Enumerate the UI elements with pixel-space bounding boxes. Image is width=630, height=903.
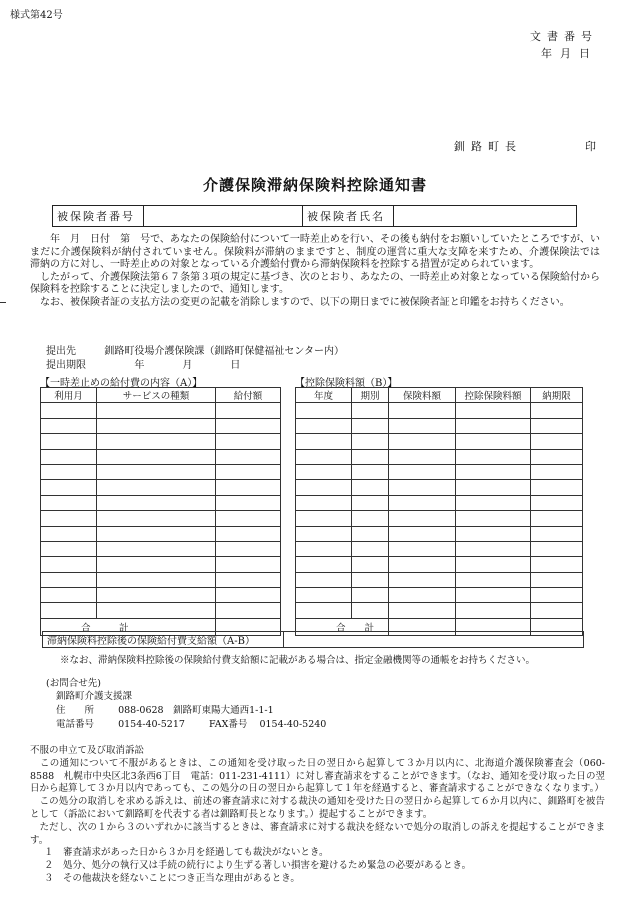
appeal-item-1: １ 審査請求があった日から３か月を経過しても裁決がないとき。 — [44, 847, 329, 859]
table-a-cell[interactable] — [97, 464, 216, 479]
table-a-row — [41, 480, 281, 495]
table-b-cell[interactable] — [389, 449, 456, 464]
table-a-row — [41, 511, 281, 526]
table-a-cell[interactable] — [41, 511, 97, 526]
payment-amount-field[interactable] — [284, 632, 584, 648]
contact-address — [56, 702, 274, 716]
payment-note: ※なお、滞納保険料控除後の保険給付費支給額に記載がある場合は、指定金融機関等の通帳をお持ちください。 — [60, 655, 536, 666]
table-a-total-label: 合 計 — [41, 618, 216, 635]
contact-fax-label: FAX番号 — [209, 719, 248, 730]
appeal-item-3: ３ その他裁決を経ないことにつき正当な理由があるとき。 — [44, 872, 300, 884]
table-a-cell[interactable] — [97, 526, 216, 541]
table-b-cell[interactable] — [389, 495, 456, 510]
contact-department: 釧路町介護支援課 — [56, 691, 133, 702]
table-b-cell[interactable] — [531, 449, 583, 464]
table-b-cell[interactable] — [531, 434, 583, 449]
table-a-cell[interactable] — [41, 403, 97, 418]
table-a-row — [41, 403, 281, 418]
table-b-cell[interactable] — [296, 541, 352, 556]
table-b-cell[interactable] — [296, 511, 352, 526]
table-a-cell[interactable] — [216, 418, 281, 433]
table-b-cell[interactable] — [531, 464, 583, 479]
submission-place-label: 提出先 — [46, 346, 76, 357]
table-b-row — [296, 572, 583, 587]
table-a-row — [41, 434, 281, 449]
insured-name-field[interactable] — [394, 206, 577, 227]
table-b-cell[interactable] — [296, 572, 352, 587]
contact-fax-value: 0154-40-5240 — [259, 719, 327, 730]
table-b-total-label: 合 計 — [296, 618, 389, 635]
submission-deadline-label: 提出期限 — [46, 360, 86, 371]
table-a-cell[interactable] — [216, 403, 281, 418]
table-b-cell[interactable] — [389, 541, 456, 556]
table-a-row — [41, 557, 281, 572]
table-b-cell[interactable] — [352, 557, 389, 572]
table-a-cell[interactable] — [216, 572, 281, 587]
table-b-cell[interactable] — [389, 526, 456, 541]
submission-place-value: 釧路町役場介護保険課（釧路町保健福祉センター内） — [104, 346, 344, 357]
table-a-cell[interactable] — [41, 526, 97, 541]
table-b-cell[interactable] — [456, 434, 531, 449]
table-a-cell[interactable] — [97, 572, 216, 587]
table-a-row — [41, 572, 281, 587]
table-a-cell[interactable] — [216, 495, 281, 510]
contact-address-value: 088-0628 釧路町東陽大通西1-1-1 — [118, 705, 274, 716]
table-a-cell[interactable] — [97, 403, 216, 418]
table-b-cell[interactable] — [531, 541, 583, 556]
table-a-cell[interactable] — [216, 511, 281, 526]
table-a-header-cell: サービスの種類 — [97, 388, 216, 403]
table-b-cell[interactable] — [296, 480, 352, 495]
table-a-cell[interactable] — [216, 449, 281, 464]
table-b-cell[interactable] — [352, 572, 389, 587]
body-paragraph-1: 年 月 日付 第 号で、あなたの保険給付について一時差止めを行い、その後も納付をお願いしていたところですが、いまだに介護保険料が納付されていません。保険料が滞納のままですと、制度の運営に重大な支障を来すため、介護保険法では滞納の方に対し、一時差止めの対象となっている介護給付費から滞納保険料を控除する措置が定められています。 — [30, 234, 600, 271]
table-b-cell[interactable] — [296, 464, 352, 479]
table-b-row — [296, 480, 583, 495]
table-a-cell[interactable] — [216, 464, 281, 479]
table-b-cell[interactable] — [296, 603, 352, 618]
contact-address-label: 住 所 — [56, 705, 95, 716]
table-b-row — [296, 511, 583, 526]
table-a-row — [41, 495, 281, 510]
table-b-cell[interactable] — [352, 403, 389, 418]
table-a-row — [41, 449, 281, 464]
table-a-cell[interactable] — [97, 480, 216, 495]
table-b-cell[interactable] — [531, 603, 583, 618]
insured-name-label: 被保険者氏名 — [303, 206, 394, 227]
table-a-title: 【一時差止めの給付費の内容（A）】 — [40, 378, 203, 389]
appeal-paragraph-3: ただし、次の１から３のいずれかに該当するときは、審査請求に対する裁決を経ないで処分の取消しの訴えを提起することができます。 — [30, 821, 605, 846]
table-b-header-cell: 期別 — [352, 388, 389, 403]
table-a-cell[interactable] — [97, 603, 216, 618]
table-b-cell[interactable] — [352, 449, 389, 464]
table-b-cell[interactable] — [456, 572, 531, 587]
table-b-row — [296, 603, 583, 618]
submission-place — [46, 342, 344, 357]
table-b-cell[interactable] — [456, 449, 531, 464]
table-a-cell[interactable] — [97, 434, 216, 449]
table-b-cell[interactable] — [389, 480, 456, 495]
table-b-row — [296, 588, 583, 603]
submission-deadline-value: 年 月 日 — [134, 360, 255, 371]
table-a-cell[interactable] — [97, 588, 216, 603]
document-date: 年月日 — [541, 47, 598, 60]
table-b-cell[interactable] — [296, 495, 352, 510]
table-b-cell[interactable] — [531, 526, 583, 541]
table-b-cell[interactable] — [352, 480, 389, 495]
body-paragraph-2: したがって、介護保険法第６７条第３項の規定に基づき、次のとおり、あなたの、一時差止め対象となっている保険給付から保険料を控除することに決定しましたので、通知します。 — [30, 271, 600, 296]
seal-mark: 印 — [585, 140, 596, 153]
table-b-cell[interactable] — [296, 418, 352, 433]
contact-phone — [56, 716, 326, 730]
table-a-cell[interactable] — [216, 557, 281, 572]
appeal-heading: 不服の申立て及び取消訴訟 — [30, 745, 145, 756]
table-b-cell[interactable] — [389, 418, 456, 433]
table-b-cell[interactable] — [352, 603, 389, 618]
table-b-cell[interactable] — [531, 557, 583, 572]
table-b-cell[interactable] — [352, 434, 389, 449]
table-b-title: 【控除保険料額（B）】 — [295, 378, 398, 389]
table-b-cell[interactable] — [296, 449, 352, 464]
table-a-cell[interactable] — [41, 449, 97, 464]
table-a-cell[interactable] — [216, 526, 281, 541]
table-b-cell[interactable] — [456, 603, 531, 618]
table-b-cell[interactable] — [389, 434, 456, 449]
table-a-row — [41, 418, 281, 433]
table-b-cell[interactable] — [456, 588, 531, 603]
table-a — [40, 387, 281, 636]
table-b-row — [296, 526, 583, 541]
table-b-cell[interactable] — [531, 418, 583, 433]
table-b-cell[interactable] — [531, 511, 583, 526]
insured-info-table — [52, 205, 577, 227]
table-a-cell[interactable] — [41, 495, 97, 510]
table-a-cell[interactable] — [97, 541, 216, 556]
table-b-row — [296, 403, 583, 418]
table-b-cell[interactable] — [389, 588, 456, 603]
table-b-row — [296, 541, 583, 556]
table-b-cell[interactable] — [531, 403, 583, 418]
contact-heading: (お問合せ先) — [46, 678, 101, 689]
table-a-cell[interactable] — [216, 480, 281, 495]
insured-number-field[interactable] — [144, 206, 303, 227]
table-a-cell[interactable] — [97, 511, 216, 526]
contact-phone-value: 0154-40-5217 — [118, 719, 185, 730]
table-b-cell[interactable] — [456, 495, 531, 510]
table-b — [295, 387, 583, 636]
table-a-cell[interactable] — [41, 464, 97, 479]
table-a-cell[interactable] — [41, 572, 97, 587]
table-a-row — [41, 541, 281, 556]
table-a-header-cell: 給付額 — [216, 388, 281, 403]
table-b-cell[interactable] — [456, 541, 531, 556]
table-b-cell[interactable] — [389, 511, 456, 526]
appeal-item-2: ２ 処分、処分の執行又は手続の続行により生ずる著しい損害を避けるため緊急の必要があるとき。 — [44, 860, 472, 872]
table-b-cell[interactable] — [352, 418, 389, 433]
table-b-cell[interactable] — [352, 495, 389, 510]
table-a-cell[interactable] — [41, 603, 97, 618]
table-b-cell[interactable] — [456, 557, 531, 572]
margin-mark — [0, 302, 6, 303]
table-b-cell[interactable] — [296, 588, 352, 603]
table-a-cell[interactable] — [41, 480, 97, 495]
table-b-row — [296, 434, 583, 449]
notice-body — [30, 234, 600, 310]
table-b-header-cell: 年度 — [296, 388, 352, 403]
table-b-header-cell: 納期限 — [531, 388, 583, 403]
table-b-cell[interactable] — [296, 526, 352, 541]
table-b-row — [296, 464, 583, 479]
table-b-cell[interactable] — [456, 480, 531, 495]
table-a-cell[interactable] — [41, 541, 97, 556]
table-a-row — [41, 603, 281, 618]
table-a-cell[interactable] — [97, 495, 216, 510]
table-a-cell[interactable] — [97, 418, 216, 433]
table-b-cell[interactable] — [352, 541, 389, 556]
mayor-title: 釧路町長 — [454, 140, 522, 153]
table-b-header — [296, 388, 583, 403]
table-a-cell[interactable] — [216, 588, 281, 603]
table-b-cell[interactable] — [352, 511, 389, 526]
document-number: 文書番号 — [530, 30, 598, 43]
table-a-cell[interactable] — [216, 541, 281, 556]
table-b-cell[interactable] — [352, 526, 389, 541]
table-b-cell[interactable] — [352, 464, 389, 479]
appeal-paragraph-1: この通知について不服があるときは、この通知を受け取った日の翌日から起算して３か月以内に、北海道介護保険審査会（060-8588 札幌市中央区北3条西6丁目 電話：011-231-4111）に対し審査請求をすることができます。（なお、通知を受け取った日の翌日から起算して３か月以内であっても、この処分の日の翌日から起算して１年を経過すると、審査請求することができなくなります。） — [30, 757, 605, 795]
table-b-cell[interactable] — [296, 434, 352, 449]
payment-amount-label: 滞納保険料控除後の保険給付費支給額（A-B） — [43, 632, 284, 648]
table-b-row — [296, 449, 583, 464]
body-paragraph-3: なお、被保険者証の支払方法の変更の記載を消除しますので、以下の期日までに被保険者証と印鑑をお持ちください。 — [30, 296, 570, 308]
appeal-paragraph-2: この処分の取消しを求める訴えは、前述の審査請求に対する裁決の通知を受けた日の翌日から起算して６か月以内に、釧路町を被告として（訴訟において釧路町を代表する者は釧路町長となります。）提起することができます。 — [30, 796, 605, 820]
table-b-cell[interactable] — [389, 557, 456, 572]
table-b-cell[interactable] — [296, 557, 352, 572]
table-b-row — [296, 418, 583, 433]
table-b-row — [296, 557, 583, 572]
submission-deadline — [46, 356, 254, 371]
table-b-cell[interactable] — [456, 464, 531, 479]
table-b-cell[interactable] — [389, 572, 456, 587]
table-a-row — [41, 526, 281, 541]
table-b-cell[interactable] — [389, 603, 456, 618]
table-b-cell[interactable] — [389, 403, 456, 418]
table-b-cell[interactable] — [296, 403, 352, 418]
table-b-cell[interactable] — [456, 418, 531, 433]
table-b-cell[interactable] — [389, 464, 456, 479]
insured-number-label: 被保険者番号 — [53, 206, 144, 227]
table-a-row — [41, 464, 281, 479]
table-a-header-cell: 利用月 — [41, 388, 97, 403]
contact-phone-label: 電話番号 — [56, 719, 95, 730]
table-a-cell[interactable] — [41, 418, 97, 433]
table-b-cell[interactable] — [456, 511, 531, 526]
table-b-header-cell: 保険料額 — [389, 388, 456, 403]
table-b-cell[interactable] — [531, 495, 583, 510]
payment-amount-table — [42, 631, 584, 648]
table-b-cell[interactable] — [531, 588, 583, 603]
table-b-cell[interactable] — [456, 526, 531, 541]
table-a-cell[interactable] — [41, 588, 97, 603]
table-b-cell[interactable] — [352, 588, 389, 603]
table-a-cell[interactable] — [97, 449, 216, 464]
table-a-row — [41, 588, 281, 603]
table-a-cell[interactable] — [41, 557, 97, 572]
table-b-row — [296, 495, 583, 510]
table-a-cell[interactable] — [97, 557, 216, 572]
table-b-cell[interactable] — [531, 480, 583, 495]
table-a-header — [41, 388, 281, 403]
form-number: 様式第42号 — [10, 10, 63, 21]
table-b-header-cell: 控除保険料額 — [456, 388, 531, 403]
table-b-cell[interactable] — [456, 403, 531, 418]
appeal-section — [30, 745, 605, 886]
page-title: 介護保険滞納保険料控除通知書 — [202, 176, 427, 194]
table-a-cell[interactable] — [216, 434, 281, 449]
table-b-cell[interactable] — [531, 572, 583, 587]
table-a-cell[interactable] — [41, 434, 97, 449]
table-a-cell[interactable] — [216, 603, 281, 618]
